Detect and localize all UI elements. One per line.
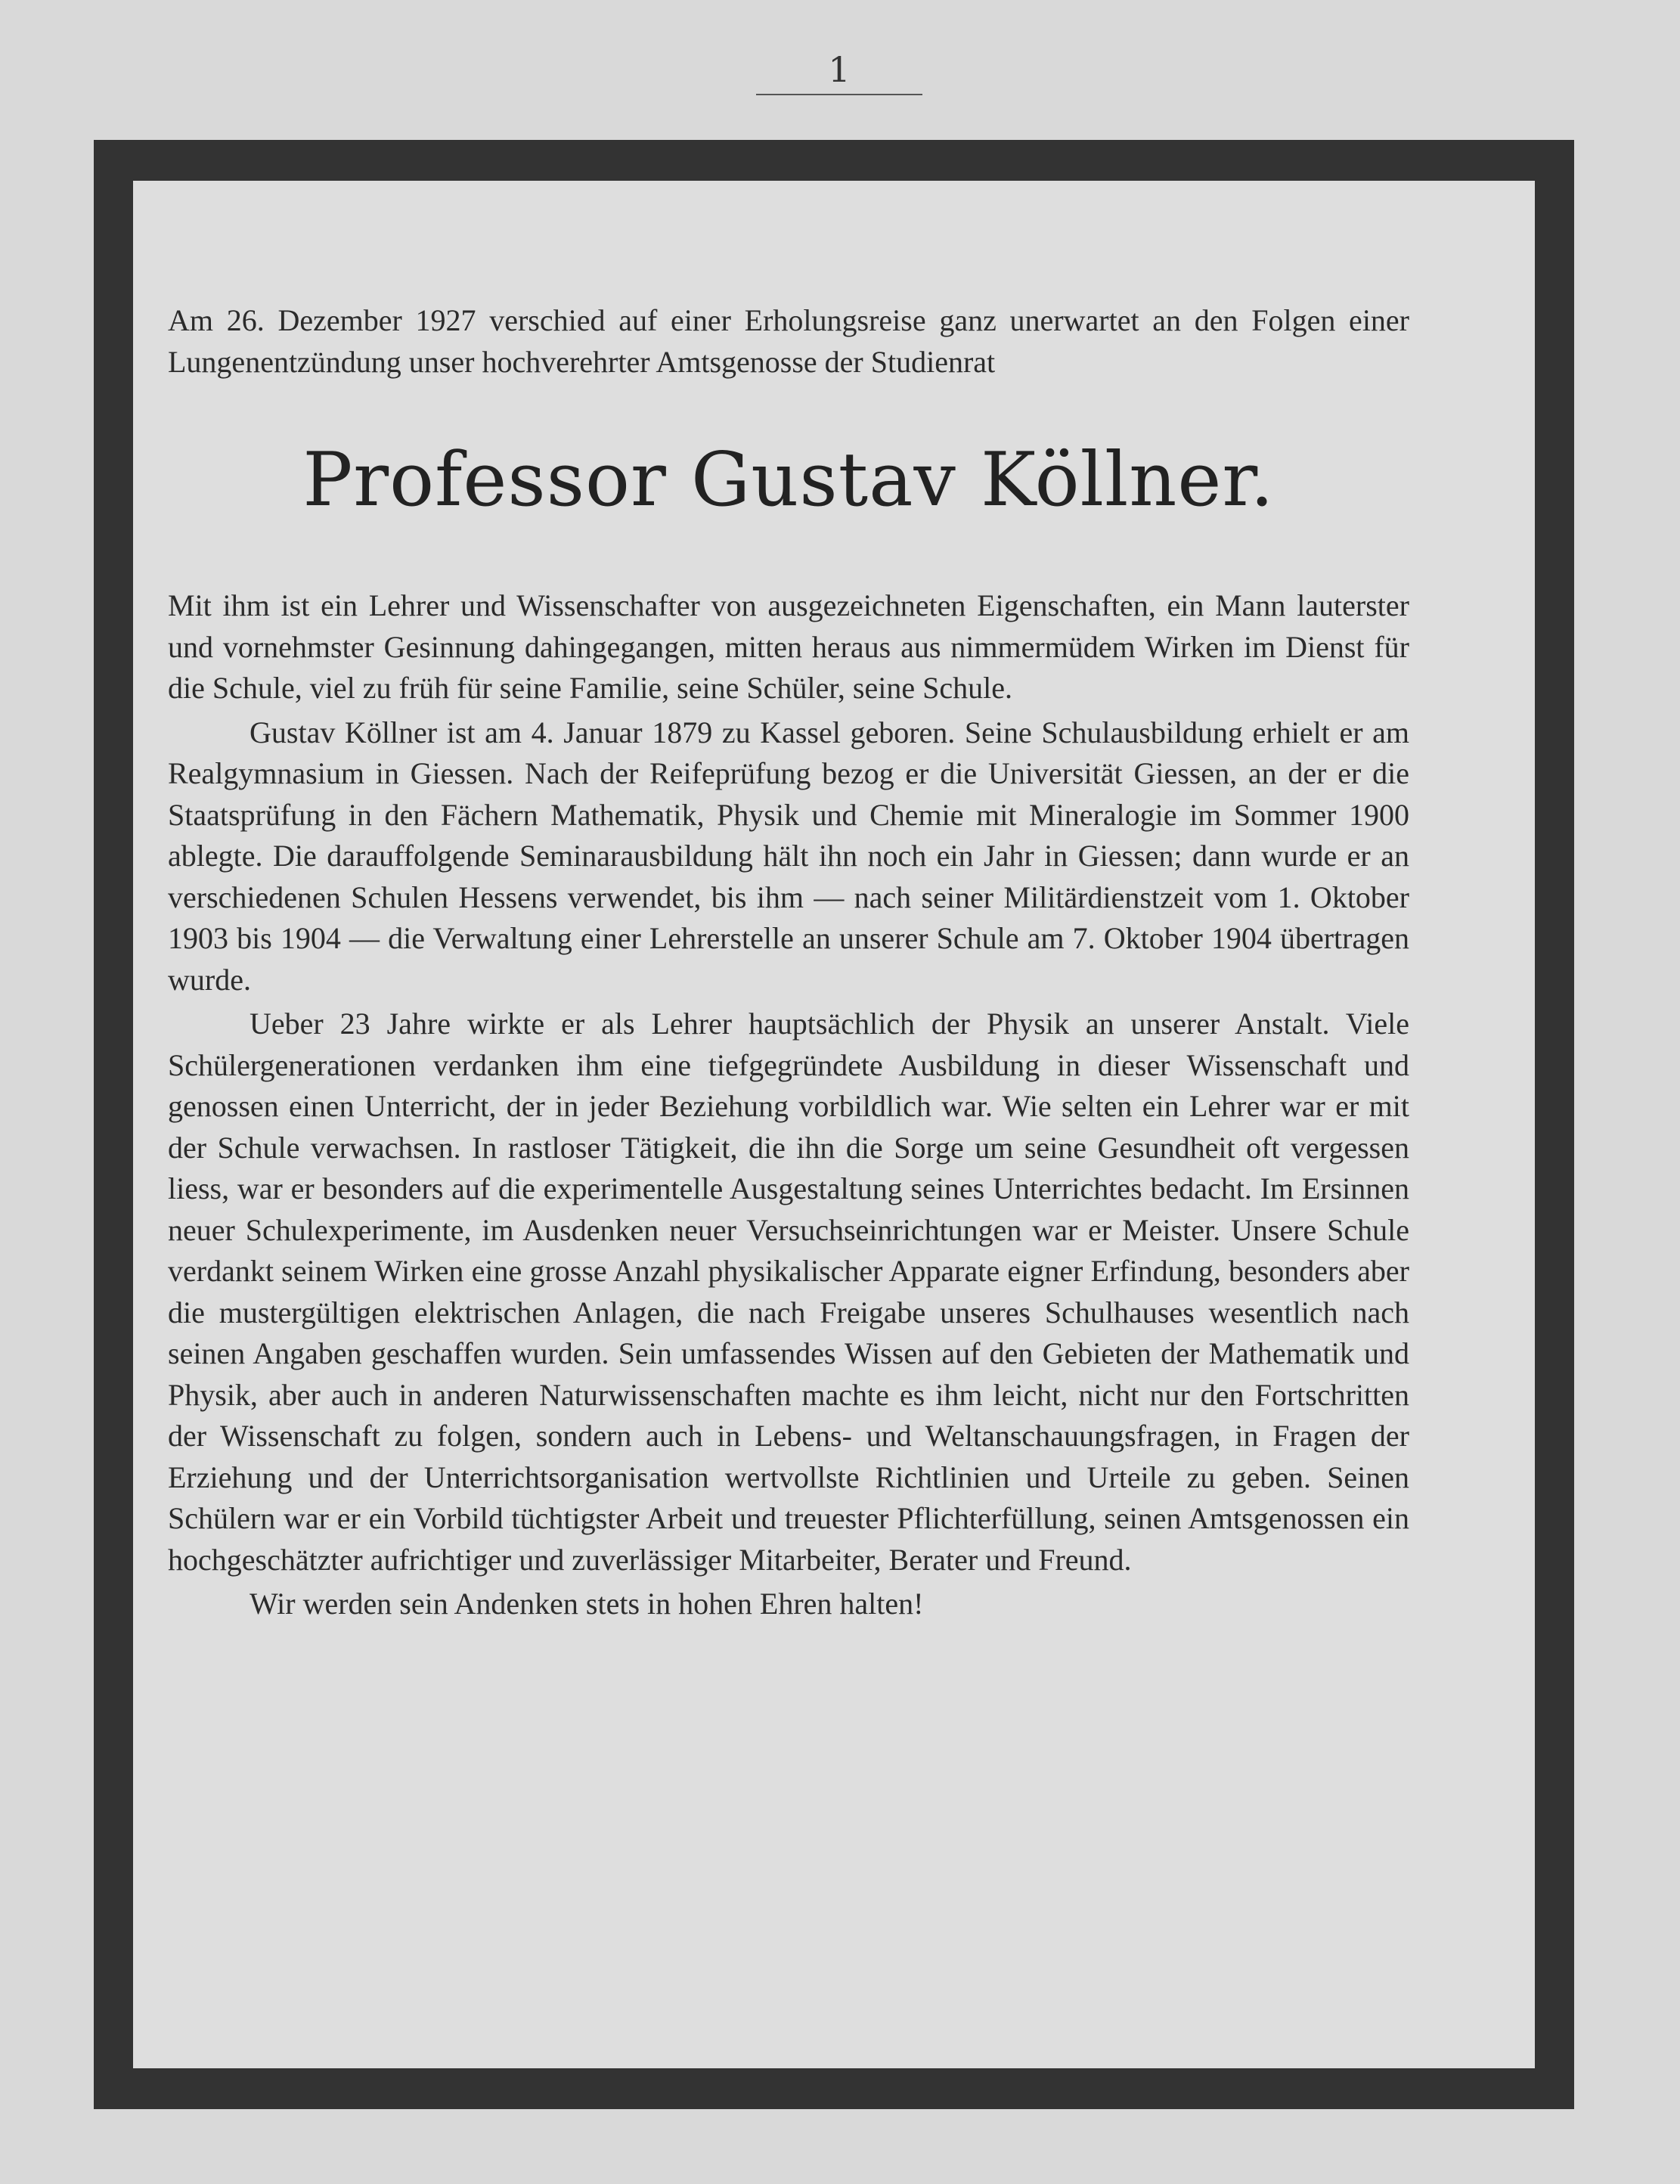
closing-line: Wir werden sein Andenken stets in hohen Ehren halten! <box>250 1587 924 1621</box>
paragraph-biography: Gustav Köllner ist am 4. Januar 1879 zu Kassel geboren. Seine Schulausbildung erhielt er am Realgymnasium in Giessen. Nach der Reifeprüfung bezog er die Universität Giessen, an der er die Staatsprüfung in den Fächern Mathematik, Physik und Chemie mit Mineralogie im Sommer 1900 ablegte. Die darauffolgende Seminarausbildung hält ihn noch ein Jahr in Giessen; dann wurde er an verschiedenen Schulen Hessens verwendet, bis ihm — nach seiner Militärdienstzeit vom 1. Oktober 1903 bis 1904 — die Verwaltung einer Lehrerstelle an unserer Schule am 7. Oktober 1904 übertragen wurde. <box>168 715 1409 997</box>
page-number: 1 <box>828 49 851 90</box>
page-number-rule <box>756 94 922 95</box>
intro-paragraph: Am 26. Dezember 1927 verschied auf einer Erholungsreise ganz unerwartet an den Folgen einer Lungenentzündung unser hochverehrter Amtsgenosse der Studienrat <box>168 303 1409 379</box>
paragraph-career: Ueber 23 Jahre wirkte er als Lehrer hauptsächlich der Physik an unserer Anstalt. Viele Schülergenerationen verdanken ihm eine tiefgegründete Ausbildung in dieser Wissenschaft und genossen einen Unterricht, der in jeder Beziehung vorbildlich war. Wie selten ein Lehrer war er mit der Schule verwachsen. In rastloser Tätigkeit, die ihn die Sorge um seine Gesundheit oft vergessen liess, war er besonders auf die experimentelle Ausgestaltung seines Unterrichtes bedacht. Im Ersinnen neuer Schulexperimente, im Ausdenken neuer Versuchseinrichtungen war er Meister. Unsere Schule verdankt seinem Wirken eine grosse Anzahl physikalischer Apparate eigner Erfindung, besonders aber die mustergültigen elektrischen Anlagen, die nach Freigabe unseres Schulhauses wesentlich nach seinen Angaben geschaffen wurden. Sein umfassendes Wissen auf den Gebieten der Mathematik und Physik, aber auch in anderen Naturwissenschaften machte es ihm leicht, nicht nur den Fortschritten der Wissenschaft zu folgen, sondern auch in Lebens- und Weltanschauungsfragen, in Fragen der Erziehung und der Unterrichtsorganisation wertvollste Richtlinien und Urteile zu geben. Seinen Schülern war er ein Vorbild tüchtigster Arbeit und treuester Pflichterfüllung, seinen Amtsgenossen ein hochgeschätzter aufrichtiger und zuverlässiger Mitarbeiter, Berater und Freund. <box>168 1007 1409 1577</box>
paragraph-character: Mit ihm ist ein Lehrer und Wissenschafter von ausgezeichneten Eigenschaften, ein Mann lauterster und vornehmster Gesinnung dahingegangen, mitten heraus aus nimmermüdem Wirken im Dienst für die Schule, viel zu früh für seine Familie, seine Schüler, seine Schule. <box>168 588 1409 705</box>
deceased-name-heading: Professor Gustav Köllner. <box>302 437 1275 523</box>
obituary-text <box>168 300 1409 1625</box>
